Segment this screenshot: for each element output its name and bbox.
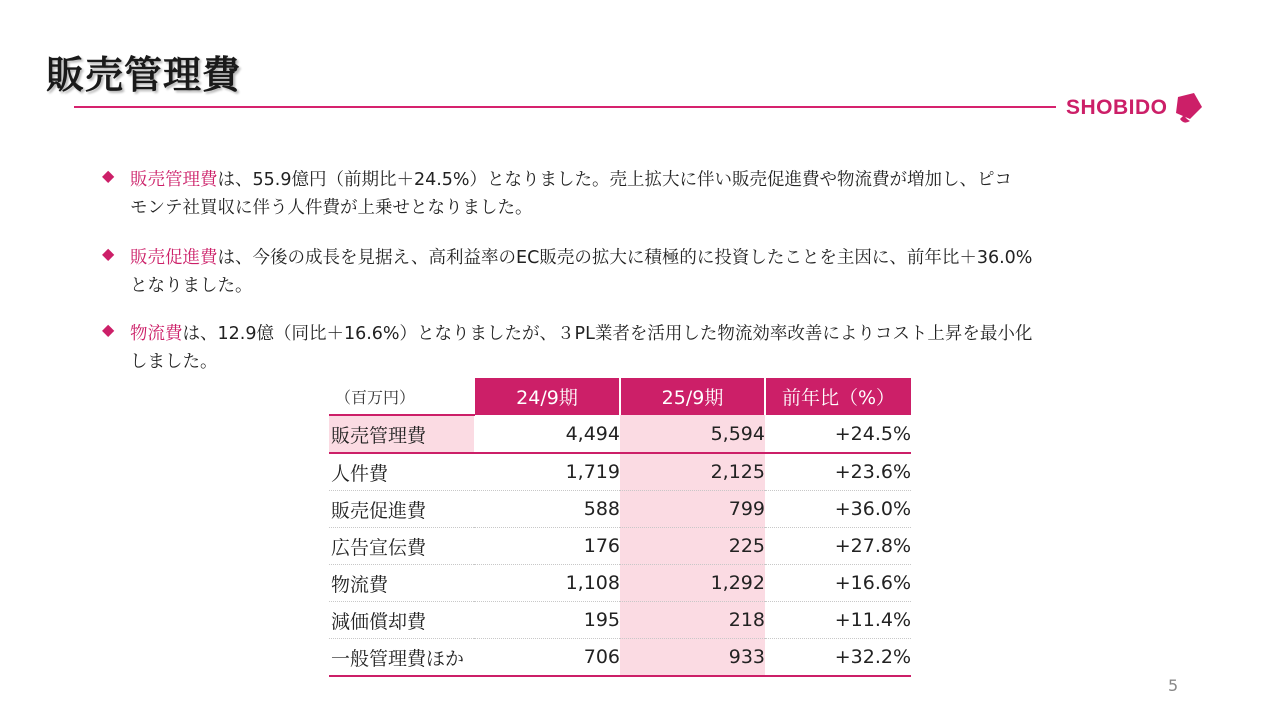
cell-yoy: +32.2% [765, 639, 911, 677]
row-label: 広告宣伝費 [329, 528, 474, 565]
cell-yoy: +11.4% [765, 602, 911, 639]
table-row-total [329, 415, 911, 453]
bullet-line: しました。 [130, 352, 218, 372]
cell-current: 933 [620, 639, 765, 677]
bullet-keyword: 物流費 [130, 324, 183, 344]
diamond-bullet-icon: ◆ [102, 244, 115, 263]
bullet-text [130, 244, 1160, 300]
cell-yoy: +23.6% [765, 453, 911, 491]
row-label: 販売促進費 [329, 491, 474, 528]
bullet-line: は、今後の成長を見据え、高利益率のEC販売の拡大に積極的に投資したことを主因に、前年比＋36.0% [217, 248, 1033, 268]
row-label: 人件費 [329, 453, 474, 491]
company-logo [1066, 90, 1204, 126]
table-header-row [329, 378, 911, 415]
diamond-bullet-icon: ◆ [102, 320, 115, 339]
cell-current: 799 [620, 491, 765, 528]
unit-label: （百万円） [329, 378, 474, 415]
bullet-text [130, 166, 1160, 222]
page-title: 販売管理費 [46, 53, 242, 97]
table-row [329, 528, 911, 565]
table-row [329, 639, 911, 677]
cell-yoy: +36.0% [765, 491, 911, 528]
sga-table [329, 378, 911, 677]
bullet-line: となりました。 [130, 276, 253, 296]
table-row [329, 453, 911, 491]
header-yoy: 前年比（%） [765, 378, 911, 415]
header-current-period: 25/9期 [620, 378, 765, 415]
bullet-keyword: 販売促進費 [130, 248, 218, 268]
cell-current: 2,125 [620, 453, 765, 491]
table-row [329, 565, 911, 602]
row-label: 販売管理費 [329, 415, 474, 453]
bullet-text [130, 320, 1160, 376]
bullet-keyword: 販売管理費 [130, 170, 218, 190]
cell-current: 1,292 [620, 565, 765, 602]
cell-current: 225 [620, 528, 765, 565]
bullet-line: は、55.9億円（前期比＋24.5%）となりました。売上拡大に伴い販売促進費や物流費が増加し、ピコ [217, 170, 1013, 190]
page-number: 5 [1168, 676, 1179, 695]
logo-text: SHOBIDO [1066, 96, 1168, 119]
table-row [329, 491, 911, 528]
diamond-bullet-icon: ◆ [102, 166, 115, 185]
cell-yoy: +27.8% [765, 528, 911, 565]
cell-prev: 706 [474, 639, 620, 677]
cell-prev: 1,108 [474, 565, 620, 602]
cell-current: 218 [620, 602, 765, 639]
bullet-line: モンテ社買収に伴う人件費が上乗せとなりました。 [130, 198, 533, 218]
row-label: 物流費 [329, 565, 474, 602]
bullet-line: は、12.9億（同比＋16.6%）となりましたが、３PL業者を活用した物流効率改善によりコスト上昇を最小化 [182, 324, 1033, 344]
logo-petal-icon [1170, 91, 1204, 125]
row-label: 減価償却費 [329, 602, 474, 639]
cell-current: 5,594 [620, 415, 765, 453]
cell-prev: 4,494 [474, 415, 620, 453]
cell-yoy: +24.5% [765, 415, 911, 453]
title-divider [74, 106, 1056, 108]
cell-prev: 588 [474, 491, 620, 528]
cell-yoy: +16.6% [765, 565, 911, 602]
row-label: 一般管理費ほか [329, 639, 474, 677]
table-row [329, 602, 911, 639]
cell-prev: 176 [474, 528, 620, 565]
cell-prev: 195 [474, 602, 620, 639]
header-prev-period: 24/9期 [474, 378, 620, 415]
cell-prev: 1,719 [474, 453, 620, 491]
